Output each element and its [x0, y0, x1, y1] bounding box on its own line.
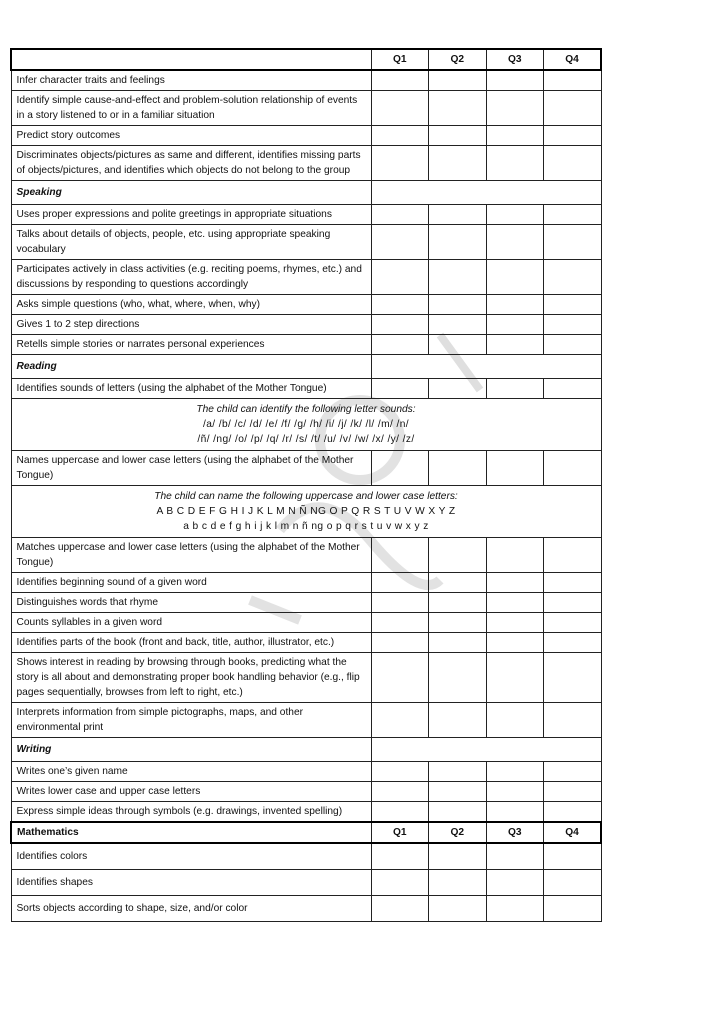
q3-rating-cell[interactable]: [486, 703, 544, 738]
q4-rating-cell[interactable]: [544, 315, 602, 335]
skill-label: Names uppercase and lower case letters (using the alphabet of the Mother Tongue): [11, 451, 371, 486]
skill-label: Asks simple questions (who, what, where, when, why): [11, 295, 371, 315]
q1-rating-cell[interactable]: [371, 593, 429, 613]
skills-checklist-table: [10, 48, 602, 922]
q3-rating-cell[interactable]: [486, 633, 544, 653]
skill-label: Identify simple cause-and-effect and problem-solution relationship of events in a story listened to or in a familiar situation: [11, 91, 371, 126]
skill-row: [11, 593, 601, 613]
q3-rating-cell[interactable]: [486, 315, 544, 335]
q4-rating-cell[interactable]: [544, 762, 602, 782]
skill-row: [11, 315, 601, 335]
q1-rating-cell[interactable]: [371, 538, 429, 573]
q3-rating-cell[interactable]: [486, 205, 544, 225]
quarter-header-q4: Q4: [544, 822, 602, 843]
skill-label: Matches uppercase and lower case letters (using the alphabet of the Mother Tongue): [11, 538, 371, 573]
q4-rating-cell[interactable]: [544, 91, 602, 126]
skill-row: [11, 762, 601, 782]
q3-rating-cell[interactable]: [486, 260, 544, 295]
q2-rating-cell[interactable]: [429, 870, 487, 896]
section-blank-cell: [371, 738, 601, 762]
q1-rating-cell[interactable]: [371, 91, 429, 126]
q4-rating-cell[interactable]: [544, 538, 602, 573]
q4-rating-cell[interactable]: [544, 451, 602, 486]
skill-row: [11, 573, 601, 593]
q1-rating-cell[interactable]: [371, 315, 429, 335]
q1-rating-cell[interactable]: [371, 762, 429, 782]
skill-label: Retells simple stories or narrates personal experiences: [11, 335, 371, 355]
q4-rating-cell[interactable]: [544, 633, 602, 653]
skill-row: [11, 295, 601, 315]
q4-rating-cell[interactable]: [544, 260, 602, 295]
quarter-header-row: [11, 49, 601, 70]
skill-label: Shows interest in reading by browsing through books, predicting what the story is all about and demonstrating proper book handling behavior (e.g., flip pages sequentially, browses from left to right, etc.): [11, 653, 371, 703]
q2-rating-cell[interactable]: [429, 703, 487, 738]
q4-rating-cell[interactable]: [544, 703, 602, 738]
skill-label: Sorts objects according to shape, size, and/or color: [11, 896, 371, 922]
q1-rating-cell[interactable]: [371, 379, 429, 399]
section-title-writing: Writing: [11, 738, 371, 762]
q3-rating-cell[interactable]: [486, 896, 544, 922]
section-blank-cell: [371, 181, 601, 205]
skill-row: [11, 91, 601, 126]
skill-label: Distinguishes words that rhyme: [11, 593, 371, 613]
section-title-mathematics: Mathematics: [11, 822, 371, 843]
q3-rating-cell[interactable]: [486, 70, 544, 91]
q3-rating-cell[interactable]: [486, 335, 544, 355]
q2-rating-cell[interactable]: [429, 653, 487, 703]
q4-rating-cell[interactable]: [544, 146, 602, 181]
q3-rating-cell[interactable]: [486, 762, 544, 782]
q2-rating-cell[interactable]: [429, 573, 487, 593]
q2-rating-cell[interactable]: [429, 126, 487, 146]
q1-rating-cell[interactable]: [371, 613, 429, 633]
q2-rating-cell[interactable]: [429, 782, 487, 802]
quarter-header-q3: Q3: [486, 49, 544, 70]
skill-label: Writes lower case and upper case letters: [11, 782, 371, 802]
q3-rating-cell[interactable]: [486, 843, 544, 870]
skill-row: [11, 703, 601, 738]
skill-row: [11, 613, 601, 633]
header-blank-cell: [11, 49, 371, 70]
letter-sounds-note-row: [11, 399, 601, 451]
skill-row: [11, 538, 601, 573]
q4-rating-cell[interactable]: [544, 126, 602, 146]
q4-rating-cell[interactable]: [544, 225, 602, 260]
q3-rating-cell[interactable]: [486, 782, 544, 802]
skill-label: Identifies parts of the book (front and back, title, author, illustrator, etc.): [11, 633, 371, 653]
section-row-speaking: [11, 181, 601, 205]
q2-rating-cell[interactable]: [429, 451, 487, 486]
q3-rating-cell[interactable]: [486, 379, 544, 399]
q3-rating-cell[interactable]: [486, 573, 544, 593]
skill-label: Infer character traits and feelings: [11, 70, 371, 91]
quarter-header-q1: Q1: [371, 49, 429, 70]
skill-row: [11, 782, 601, 802]
q2-rating-cell[interactable]: [429, 379, 487, 399]
q3-rating-cell[interactable]: [486, 295, 544, 315]
q3-rating-cell[interactable]: [486, 538, 544, 573]
q2-rating-cell[interactable]: [429, 335, 487, 355]
q2-rating-cell[interactable]: [429, 260, 487, 295]
skill-row: [11, 260, 601, 295]
skill-label: Identifies colors: [11, 843, 371, 870]
q1-rating-cell[interactable]: [371, 633, 429, 653]
q2-rating-cell[interactable]: [429, 843, 487, 870]
checklist-sheet: [10, 48, 600, 922]
section-title-reading: Reading: [11, 355, 371, 379]
q3-rating-cell[interactable]: [486, 126, 544, 146]
lowercase-letters-line: a b c d e f g h i j k l m n ñ ng o p q r s t u v w x y z: [183, 521, 429, 532]
q4-rating-cell[interactable]: [544, 379, 602, 399]
q3-rating-cell[interactable]: [486, 451, 544, 486]
letter-names-note-row: [11, 486, 601, 538]
skill-label: Participates actively in class activities (e.g. reciting poems, rhymes, etc.) and discussions by responding to questions accordingly: [11, 260, 371, 295]
q2-rating-cell[interactable]: [429, 802, 487, 823]
letter-sounds-line-2: /ñ/ /ng/ /o/ /p/ /q/ /r/ /s/ /t/ /u/ /v/ /w/ /x/ /y/ /z/: [197, 434, 415, 445]
skill-label: Identifies sounds of letters (using the alphabet of the Mother Tongue): [11, 379, 371, 399]
section-title-speaking: Speaking: [11, 181, 371, 205]
quarter-header-q4: Q4: [544, 49, 602, 70]
q4-rating-cell[interactable]: [544, 573, 602, 593]
skill-row: [11, 126, 601, 146]
q1-rating-cell[interactable]: [371, 896, 429, 922]
letter-names-intro: The child can name the following uppercase and lower case letters:: [154, 491, 458, 502]
q3-rating-cell[interactable]: [486, 91, 544, 126]
q1-rating-cell[interactable]: [371, 70, 429, 91]
skill-label: Counts syllables in a given word: [11, 613, 371, 633]
q2-rating-cell[interactable]: [429, 295, 487, 315]
q3-rating-cell[interactable]: [486, 653, 544, 703]
skill-row: [11, 653, 601, 703]
skill-row: [11, 335, 601, 355]
skill-label: Interprets information from simple pictographs, maps, and other environmental print: [11, 703, 371, 738]
skill-row: [11, 205, 601, 225]
q1-rating-cell[interactable]: [371, 205, 429, 225]
skill-label: Predict story outcomes: [11, 126, 371, 146]
skill-row: [11, 843, 601, 870]
q3-rating-cell[interactable]: [486, 593, 544, 613]
skill-label: Express simple ideas through symbols (e.g. drawings, invented spelling): [11, 802, 371, 823]
skill-label: Writes one’s given name: [11, 762, 371, 782]
letter-sounds-note: [11, 399, 601, 451]
q1-rating-cell[interactable]: [371, 451, 429, 486]
q1-rating-cell[interactable]: [371, 703, 429, 738]
q4-rating-cell[interactable]: [544, 802, 602, 823]
q4-rating-cell[interactable]: [544, 843, 602, 870]
q1-rating-cell[interactable]: [371, 870, 429, 896]
skill-label: Discriminates objects/pictures as same and different, identifies missing parts of objects/pictures, and identifies which objects do not belong to the group: [11, 146, 371, 181]
q2-rating-cell[interactable]: [429, 91, 487, 126]
section-row-reading: [11, 355, 601, 379]
q3-rating-cell[interactable]: [486, 225, 544, 260]
q4-rating-cell[interactable]: [544, 896, 602, 922]
q2-rating-cell[interactable]: [429, 896, 487, 922]
q4-rating-cell[interactable]: [544, 295, 602, 315]
q1-rating-cell[interactable]: [371, 802, 429, 823]
q4-rating-cell[interactable]: [544, 205, 602, 225]
q4-rating-cell[interactable]: [544, 782, 602, 802]
q1-rating-cell[interactable]: [371, 653, 429, 703]
q4-rating-cell[interactable]: [544, 70, 602, 91]
q1-rating-cell[interactable]: [371, 260, 429, 295]
skill-label: Gives 1 to 2 step directions: [11, 315, 371, 335]
q4-rating-cell[interactable]: [544, 653, 602, 703]
skill-row: [11, 379, 601, 399]
q1-rating-cell[interactable]: [371, 782, 429, 802]
section-blank-cell: [371, 355, 601, 379]
q2-rating-cell[interactable]: [429, 205, 487, 225]
q4-rating-cell[interactable]: [544, 593, 602, 613]
q1-rating-cell[interactable]: [371, 126, 429, 146]
skill-label: Identifies beginning sound of a given word: [11, 573, 371, 593]
skill-label: Uses proper expressions and polite greetings in appropriate situations: [11, 205, 371, 225]
letter-sounds-intro: The child can identify the following letter sounds:: [196, 404, 416, 415]
q3-rating-cell[interactable]: [486, 870, 544, 896]
quarter-header-q1: Q1: [371, 822, 429, 843]
skill-row: [11, 70, 601, 91]
section-row-writing: [11, 738, 601, 762]
q4-rating-cell[interactable]: [544, 870, 602, 896]
quarter-header-q3: Q3: [486, 822, 544, 843]
letter-sounds-line-1: /a/ /b/ /c/ /d/ /e/ /f/ /g/ /h/ /i/ /j/ /k/ /l/ /m/ /n/: [202, 419, 409, 430]
section-row-mathematics: [11, 822, 601, 843]
uppercase-letters-line: A B C D E F G H I J K L M N Ñ NG O P Q R S T U V W X Y Z: [156, 506, 456, 517]
q4-rating-cell[interactable]: [544, 335, 602, 355]
skill-row: [11, 451, 601, 486]
skill-label: Identifies shapes: [11, 870, 371, 896]
q1-rating-cell[interactable]: [371, 295, 429, 315]
q2-rating-cell[interactable]: [429, 633, 487, 653]
skill-label: Talks about details of objects, people, etc. using appropriate speaking vocabulary: [11, 225, 371, 260]
q2-rating-cell[interactable]: [429, 613, 487, 633]
q1-rating-cell[interactable]: [371, 335, 429, 355]
skill-row: [11, 896, 601, 922]
q4-rating-cell[interactable]: [544, 613, 602, 633]
q3-rating-cell[interactable]: [486, 146, 544, 181]
q1-rating-cell[interactable]: [371, 146, 429, 181]
q1-rating-cell[interactable]: [371, 843, 429, 870]
q2-rating-cell[interactable]: [429, 762, 487, 782]
quarter-header-q2: Q2: [429, 822, 487, 843]
q3-rating-cell[interactable]: [486, 802, 544, 823]
q3-rating-cell[interactable]: [486, 613, 544, 633]
skill-row: [11, 146, 601, 181]
q2-rating-cell[interactable]: [429, 315, 487, 335]
q2-rating-cell[interactable]: [429, 146, 487, 181]
q2-rating-cell[interactable]: [429, 225, 487, 260]
q2-rating-cell[interactable]: [429, 593, 487, 613]
q2-rating-cell[interactable]: [429, 538, 487, 573]
q1-rating-cell[interactable]: [371, 225, 429, 260]
skill-row: [11, 633, 601, 653]
skill-row: [11, 870, 601, 896]
q2-rating-cell[interactable]: [429, 70, 487, 91]
quarter-header-q2: Q2: [429, 49, 487, 70]
skill-row: [11, 225, 601, 260]
skill-row: [11, 802, 601, 823]
letter-names-note: [11, 486, 601, 538]
q1-rating-cell[interactable]: [371, 573, 429, 593]
